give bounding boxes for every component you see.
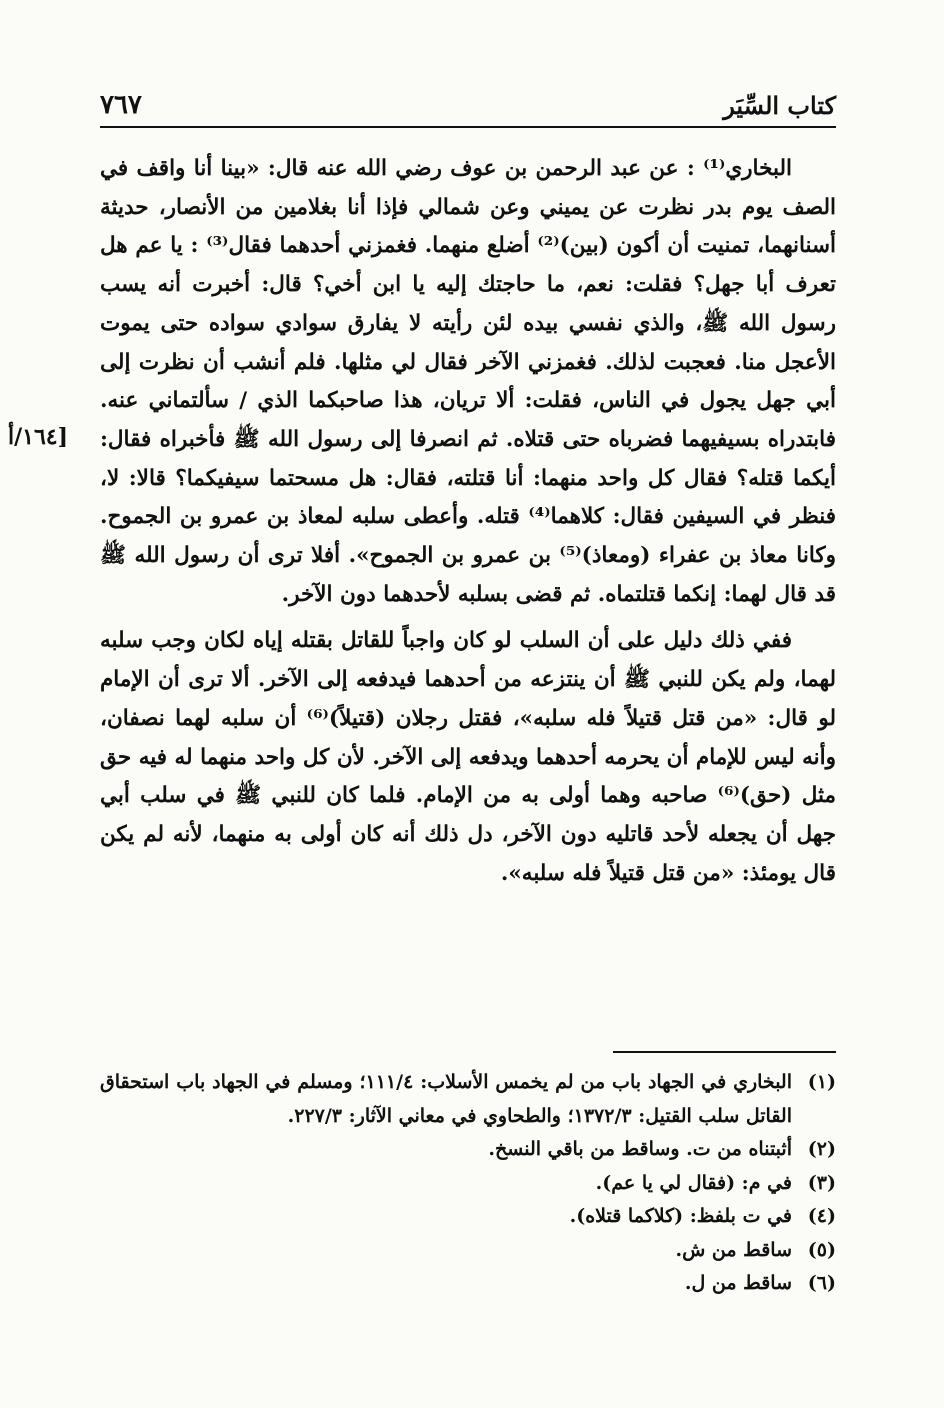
footnote-number: (٣): [807, 1171, 836, 1194]
footnote-number: (٦): [807, 1272, 836, 1294]
footnote-2: [100, 1133, 836, 1167]
main-text: [100, 150, 836, 893]
footnote-text: البخاري في الجهاد باب من لم يخمس الأسلاب: ١١١/٤؛ ومسلم في الجهاد باب استحقاق القاتل سلب القتيل: ١٣٧٢/٣؛ والطحاوي في معاني الآثار: ٢٢٧/٣.: [100, 1071, 792, 1127]
footnote-text: أثبتناه من ت. وساقط من باقي النسخ.: [488, 1138, 792, 1160]
footnote-text: في ت بلفظ: (كلاكما قتلاه).: [569, 1205, 792, 1227]
footnote-number: (٢): [807, 1138, 836, 1160]
footnote-number: (٤): [807, 1205, 836, 1227]
running-title: كتاب السِّيَر: [723, 91, 836, 120]
footnote-text: ساقط من ل.: [684, 1272, 792, 1294]
footnote-text: في م: (فقال لي يا عم).: [595, 1171, 792, 1194]
footnotes: [100, 1066, 836, 1301]
footnote-3: [100, 1167, 836, 1201]
footnote-1: [100, 1066, 836, 1133]
footnote-6: [100, 1267, 836, 1301]
page-header: [100, 88, 836, 128]
paragraph-1: البخاري⁽¹⁾ : عن عبد الرحمن بن عوف رضي الله عنه قال: «بينا أنا واقف في الصف يوم بدر نظرت عن يميني وعن شمالي فإذا أنا بغلامين من الأنصار، حديثة أسنانهما، تمنيت أن أكون (بين)⁽²⁾ أضلع منهما. فغمزني أحدهما فقال⁽³⁾ : يا عم هل تعرف أبا جهل؟ فقلت: نعم، ما حاجتك إليه يا ابن أخي؟ قال: أخبرت أنه يسب رسول الله ﷺ، والذي نفسي بيده لئن رأيته لا يفارق سوادي سواده حتى يموت الأعجل منا. فعجبت لذلك. فغمزني الآخر فقال لي مثلها. فلم أنشب أن نظرت إلى أبي جهل يجول في الناس، فقلت: ألا تريان، هذا صاحبكما الذي / سألتماني عنه. فابتدراه بسيفيهما فضرباه حتى قتلاه. ثم انصرفا إلى رسول الله ﷺ فأخبراه فقال: أيكما قتله؟ فقال كل واحد منهما: أنا قتلته، فقال: هل مسحتما سيفيكما؟ قالا: لا، فنظر في السيفين فقال: كلاهما⁽⁴⁾ قتله. وأعطى سلبه لمعاذ بن عمرو بن الجموح. وكانا معاذ بن عفراء (ومعاذ)⁽⁵⁾ بن عمرو بن الجموح». أفلا ترى أن رسول الله ﷺ قد قال لهما: إنكما قتلتماه. ثم قضى بسلبه لأحدهما دون الآخر.: [100, 156, 837, 607]
paragraph-2: ففي ذلك دليل على أن السلب لو كان واجباً للقاتل بقتله إياه لكان وجب سلبه لهما، ولم يكن للنبي ﷺ أن ينتزعه من أحدهما فيدفعه إلى الآخر. ألا ترى أن الإمام لو قال: «من قتل قتيلاً فله سلبه»، فقتل رجلان (قتيلاً)⁽⁶⁾ أن سلبه لهما نصفان، وأنه ليس للإمام أن يحرمه أحدهما ويدفعه إلى الآخر. لأن كل واحد منهما له فيه حق مثل (حق)⁽⁶⁾ صاحبه وهما أولى به من الإمام. فلما كان للنبي ﷺ في سلب أبي جهل أن يجعله لأحد قاتليه دون الآخر، دل ذلك أنه كان أولى به منهما، لأنه لم يكن قال يومئذ: «من قتل قتيلاً فله سلبه».: [100, 628, 836, 886]
footnote-5: [100, 1234, 836, 1268]
footnote-separator: [613, 1051, 836, 1053]
footnote-4: [100, 1200, 836, 1234]
footnote-number: (٥): [807, 1238, 836, 1261]
folio-margin-note: [١٦٤/أ: [8, 424, 69, 450]
footnote-text: ساقط من ش.: [675, 1238, 792, 1261]
page-number: ٧٦٧: [100, 90, 142, 120]
footnote-number: (١): [807, 1071, 836, 1093]
